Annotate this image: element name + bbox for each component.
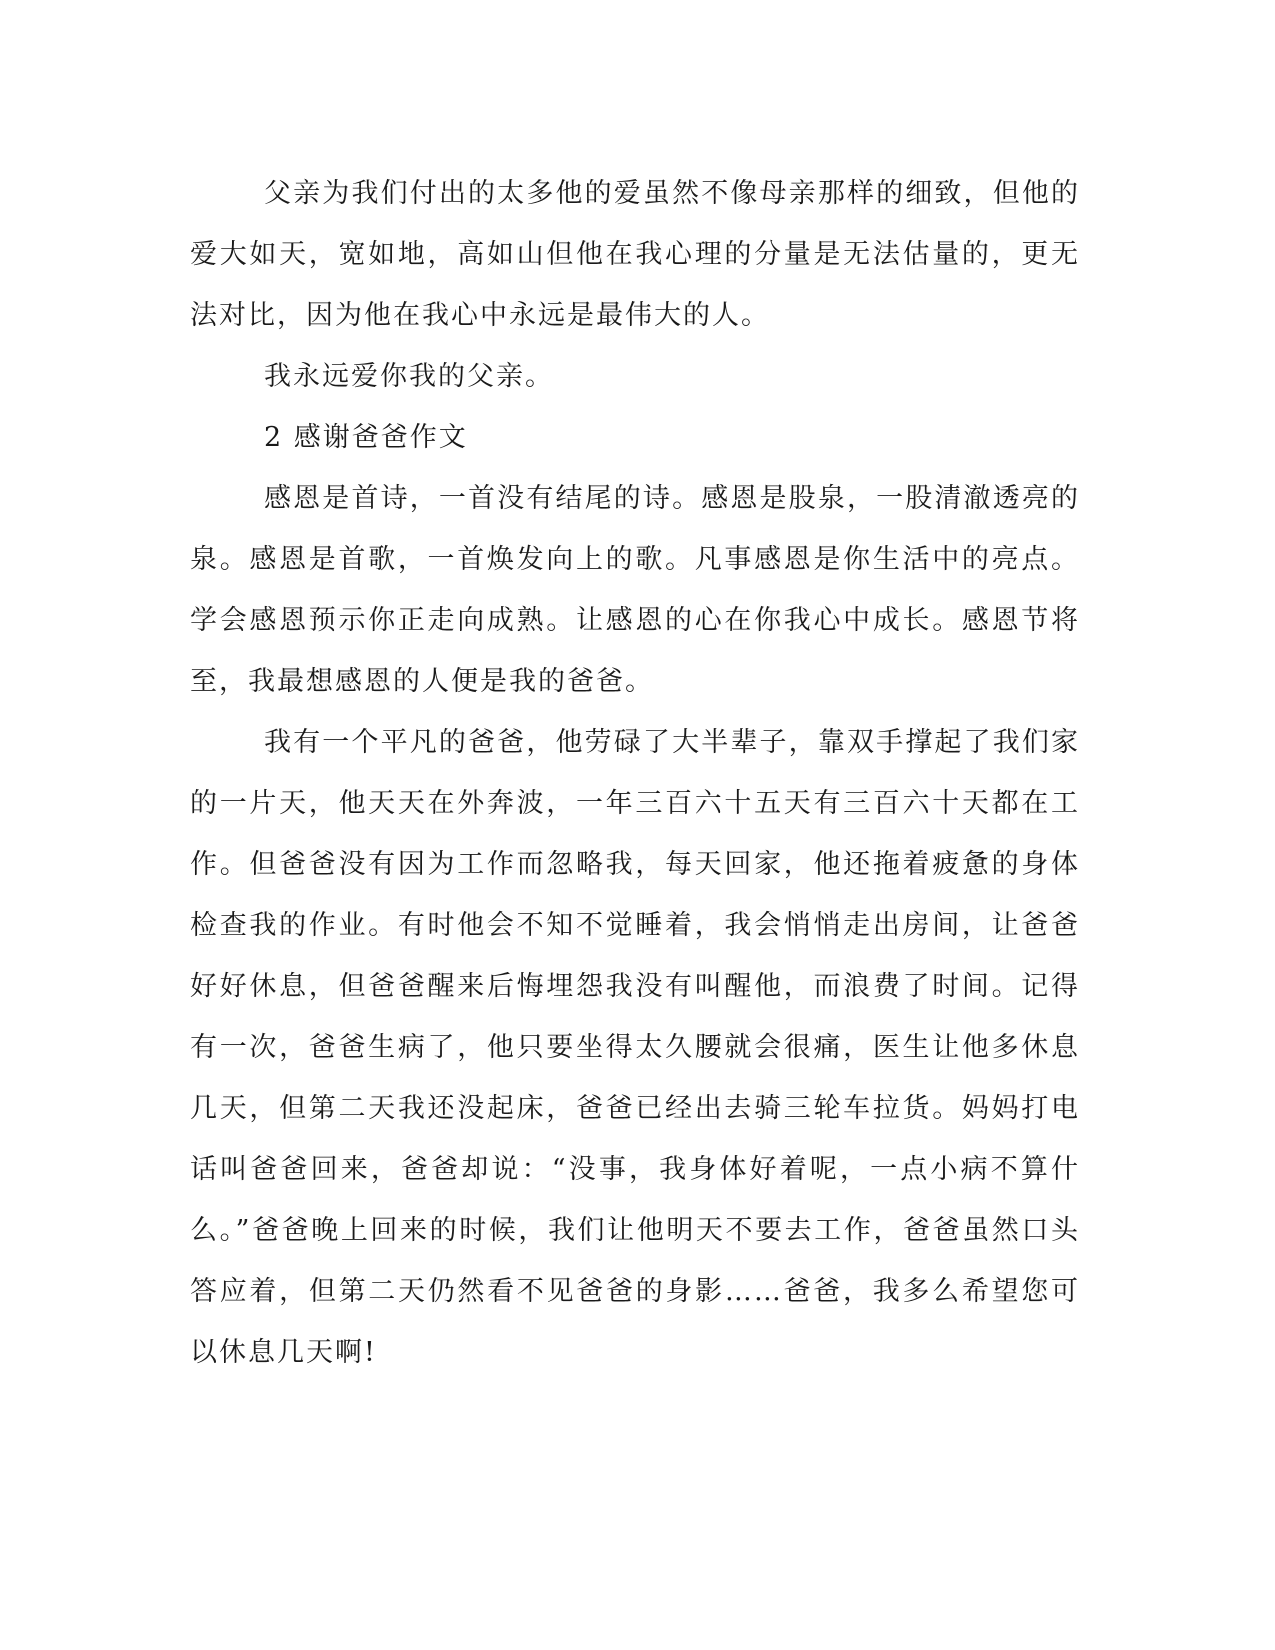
paragraph-father-love: 父亲为我们付出的太多他的爱虽然不像母亲那样的细致，但他的爱大如天，宽如地，高如山但他在我心理的分量是无法估量的，更无法对比，因为他在我心中永远是最伟大的人。 — [190, 178, 1080, 331]
document-body — [190, 163, 1080, 1383]
paragraph-ordinary-dad: 我有一个平凡的爸爸，他劳碌了大半辈子，靠双手撑起了我们家的一片天，他天天在外奔波，一年三百六十五天有三百六十天都在工作。但爸爸没有因为工作而忽略我，每天回家，他还拖着疲惫的身体检查我的作业。有时他会不知不觉睡着，我会悄悄走出房间，让爸爸好好休息，但爸爸醒来后悔埋怨我没有叫醒他，而浪费了时间。记得有一次，爸爸生病了，他只要坐得太久腰就会很痛，医生让他多休息几天，但第二天我还没起床，爸爸已经出去骑三轮车拉货。妈妈打电话叫爸爸回来，爸爸却说：“没事，我身体好着呢，一点小病不算什么。”爸爸晚上回来的时候，我们让他明天不要去工作，爸爸虽然口头答应着，但第二天仍然看不见爸爸的身影……爸爸，我多么希望您可以休息几天啊! — [190, 727, 1080, 1368]
paragraph-love-father: 我永远爱你我的父亲。 — [264, 361, 554, 392]
section-title: 2 感谢爸爸作文 — [264, 422, 468, 453]
paragraph-gratitude: 感恩是首诗，一首没有结尾的诗。感恩是股泉，一股清澈透亮的泉。感恩是首歌，一首焕发向上的歌。凡事感恩是你生活中的亮点。学会感恩预示你正走向成熟。让感恩的心在你我心中成长。感恩节将至，我最想感恩的人便是我的爸爸。 — [190, 483, 1080, 697]
